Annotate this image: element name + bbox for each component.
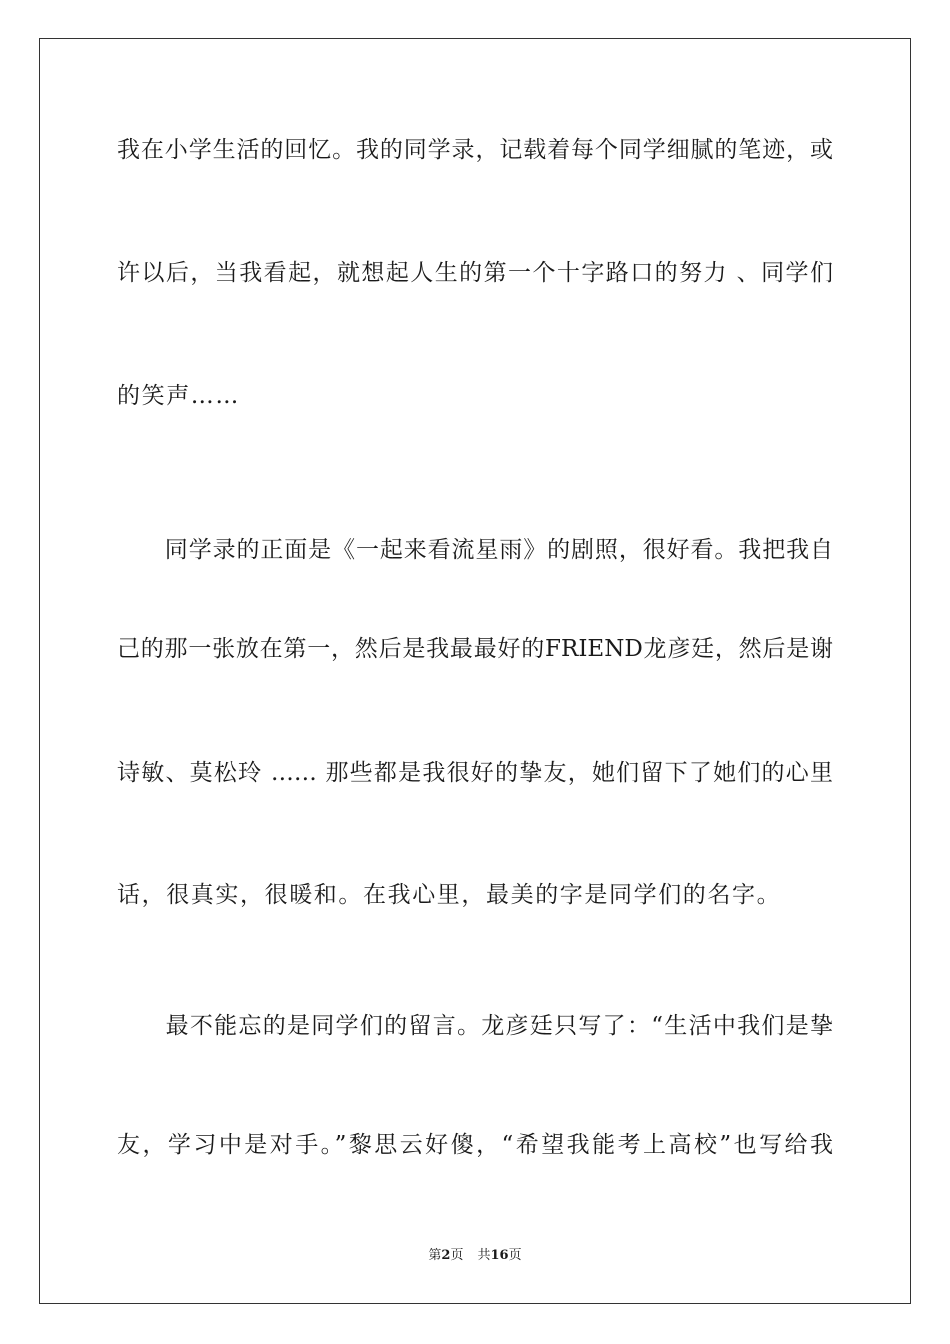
text-line-2: 许以后，当我看起，就想起人生的第一个十字路口的努力 、同学们	[117, 260, 833, 286]
text-line-9: 友，学习中是对手。”黎思云好傻，“希望我能考上高校”也写给我	[117, 1132, 833, 1158]
text-line-7: 话，很真实，很暖和。在我心里，最美的字是同学们的名字。	[117, 882, 782, 908]
footer-page-suffix: 页	[450, 1248, 464, 1263]
footer-total-number: 16	[490, 1248, 509, 1263]
footer-total-prefix: 共	[477, 1248, 491, 1263]
footer-page-prefix: 第	[428, 1248, 442, 1263]
text-line-8: 最不能忘的是同学们的留言。龙彦廷只写了：“生活中我们是挚	[117, 1013, 833, 1039]
text-line-5: 己的那一张放在第一，然后是我最最好的FRIEND龙彦廷，然后是谢	[117, 636, 833, 662]
footer-total-suffix: 页	[508, 1248, 522, 1263]
page-border	[39, 38, 911, 1304]
text-line-1: 我在小学生活的回忆。我的同学录，记载着每个同学细腻的笔迹，或	[117, 137, 833, 163]
text-line-6: 诗敏、莫松玲 …… 那些都是我很好的挚友，她们留下了她们的心里	[117, 760, 833, 786]
page-footer	[0, 1248, 950, 1264]
text-line-4: 同学录的正面是《一起来看流星雨》的剧照，很好看。我把我自	[117, 537, 833, 563]
footer-page-number: 2	[441, 1248, 451, 1263]
text-line-3: 的笑声……	[117, 383, 240, 409]
